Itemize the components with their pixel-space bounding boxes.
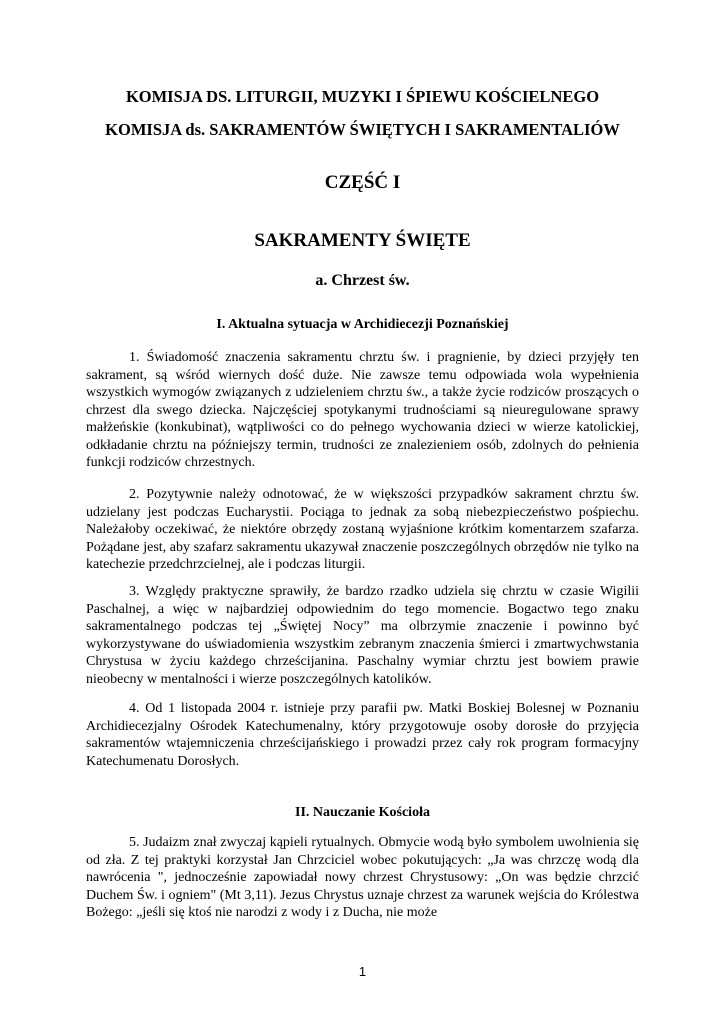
paragraph-5: 5. Judaizm znał zwyczaj kąpieli rytualnych. Obmycie wodą było symbolem uwolnienia się od zła. Z tej praktyki korzystał Jan Chrzciciel wobec pokutujących: „Ja was chrzczę wodą dla nawrócenia ", jednocześnie zapowiadał nowy chrzest Chrystusowy: „On was będzie chrzcić Duchem Św. i ogniem" (Mt 3,11). Jezus Chrystus uznaje chrzest za warunek wejścia do Królestwa Bożego: „jeśli się ktoś nie narodzi z wody i z Ducha, nie może [86,835,639,920]
part-title: CZĘŚĆ I [324,172,401,193]
chapter-title: SAKRAMENTY ŚWIĘTE [254,230,471,251]
paragraph-4: 4. Od 1 listopada 2004 r. istnieje przy parafii pw. Matki Boskiej Bolesnej w Poznaniu Archidiecezjalny Ośrodek Katechumenalny, który przygotowuje osoby dorosłe do przyjęcia sakramentów wtajemniczenia chrześcijańskiego i prowadzi przez cały rok program formacyjny Katechumenatu Dorosłych. [86,701,639,769]
section-title-current-situation: I. Aktualna sytuacja w Archidiecezji Poznańskiej [216,317,509,332]
paragraph-1: 1. Świadomość znaczenia sakramentu chrztu św. i pragnienie, by dzieci przyjęły ten sakrament, są wśród wiernych dość duże. Nie zawsze temu odpowiada wola wypełnienia wszystkich wymogów związanych z udzieleniem chrztu św., a także życie rodziców proszących o chrzest dla swego dziecka. Najczęściej spotykanymi trudnościami są nieuregulowane sprawy małżeńskie (konkubinat), wątpliwości co do pełnego wychowania dzieci w wierze katolickiej, odkładanie chrztu na późniejszy termin, trudności ze znalezieniem osób, zdolnych do pełnienia funkcji rodziców chrzestnych. [86,350,639,470]
page-number: 1 [358,964,367,979]
subchapter-title: a. Chrzest św. [315,272,410,289]
section-title-church-teaching: II. Nauczanie Kościoła [295,805,430,820]
paragraph-3: 3. Względy praktyczne sprawiły, że bardzo rzadko udziela się chrztu w czasie Wigilii Paschalnej, a więc w najbardziej odpowiednim do tego momencie. Bogactwo tego znaku sakramentalnego podczas tej „Świętej Nocy” ma olbrzymie znaczenie i powinno być wykorzystywane do uświadomienia wszystkim zebranym znaczenia śmierci i zmartwychwstania Chrystusa w życiu każdego chrześcijanina. Paschalny wymiar chrztu jest bowiem prawie nieobecny w mentalności i wierze poszczególnych katolików. [86,584,639,687]
document-page [86,0,639,1024]
commission-heading-sacraments: KOMISJA ds. SAKRAMENTÓW ŚWIĘTYCH I SAKRAMENTALIÓW [105,120,620,139]
commission-heading-liturgy: KOMISJA DS. LITURGII, MUZYKI I ŚPIEWU KOŚCIELNEGO [125,87,600,106]
paragraph-2: 2. Pozytywnie należy odnotować, że w większości przypadków sakrament chrztu św. udzielany jest podczas Eucharystii. Pociąga to jednak za sobą niebezpieczeństwo pośpiechu. Należałoby oczekiwać, że niektóre obrzędy zostaną wyjaśnione krótkim komentarzem szafarza. Pożądane jest, aby szafarz sakramentu ukazywał znaczenie poszczególnych obrzędów nie tylko na katechezie przedchrzcielnej, ale i podczas liturgii. [86,487,639,572]
